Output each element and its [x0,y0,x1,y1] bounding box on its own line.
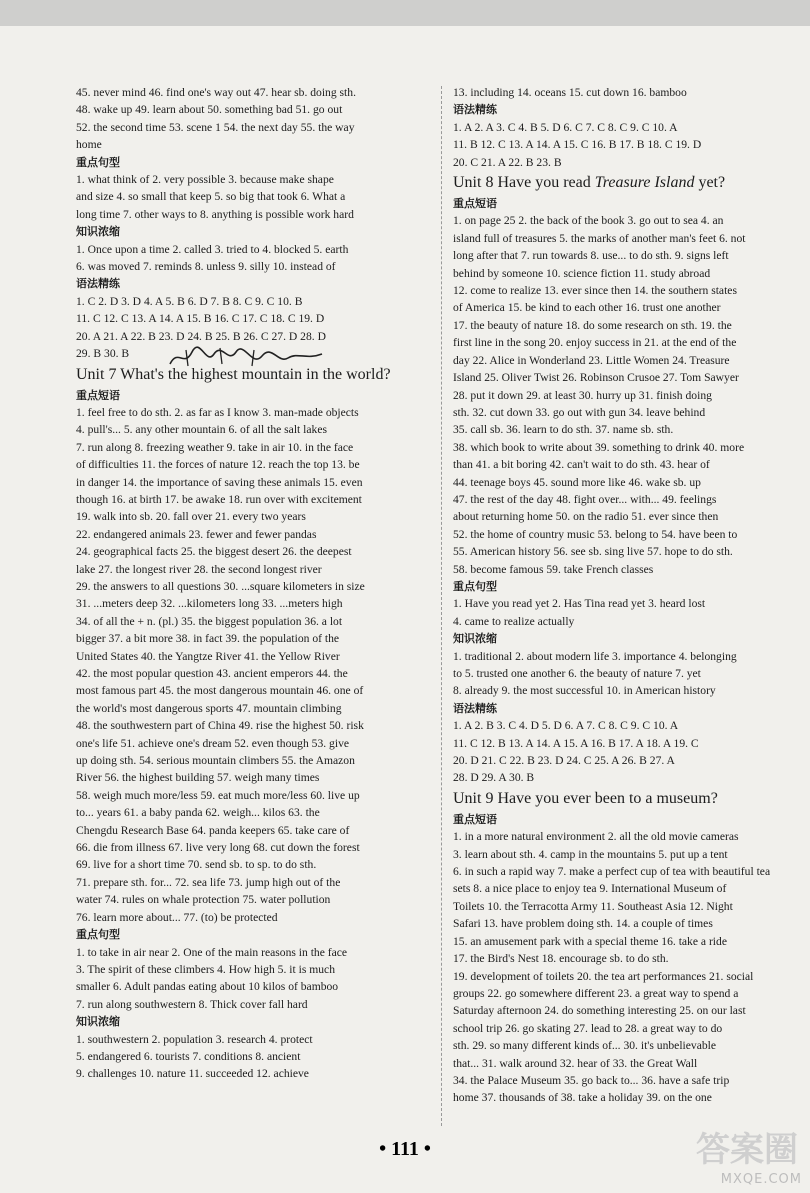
section-header-knowledge-2: 知识浓缩 [76,1015,120,1029]
answer-line: 6. in such a rapid way 7. make a perfect cup of tea with beautiful tea [453,865,771,879]
answer-line: that... 31. walk around 32. hear of 33. the Great Wall [453,1056,698,1070]
answer-line: 13. including 14. oceans 15. cut down 16. bamboo [453,86,687,99]
answer-line: island full of treasures 5. the marks of another man's feet 6. not [453,231,746,245]
answer-line: 76. learn more about... 77. (to) be protected [76,910,278,924]
answer-line: home 37. thousands of 38. take a holiday 39. on the one [453,1091,712,1105]
answer-line: 3. The spirit of these climbers 4. How high 5. it is much [76,962,336,976]
answer-line: 1. southwestern 2. population 3. research 4. protect [76,1032,313,1046]
section-header-key-sentences: 重点句型 [76,155,120,169]
answer-line: 48. wake up 49. learn about 50. something bad 51. go out [76,103,343,117]
answer-line: 11. C 12. B 13. A 14. A 15. A 16. B 17. A 18. A 19. C [453,736,699,750]
answer-line: 34. of all the + n. (pl.) 35. the biggest population 36. a lot [76,614,343,628]
answer-line: 9. challenges 10. nature 11. succeeded 12. achieve [76,1067,309,1081]
answer-line: 69. live for a short time 70. send sb. to sp. to do sth. [76,858,317,872]
answer-line: 7. run along 8. freezing weather 9. take in air 10. in the face [76,440,354,454]
page-number: • 111 • [379,1138,431,1160]
answer-line: 19. development of toilets 20. the tea art performances 21. social [453,969,754,983]
section-header-key-phrases-r: 重点短语 [453,197,497,211]
answer-line: 20. D 21. C 22. B 23. D 24. C 25. A 26. B 27. A [453,754,675,768]
answer-line: 1. C 2. D 3. D 4. A 5. B 6. D 7. B 8. C 9. C 10. B [76,294,303,308]
answer-line: to 5. trusted one another 6. the beauty of nature 7. yet [453,667,701,680]
answer-line: 38. which book to write about 39. something to drink 40. more [453,440,745,454]
answer-line: groups 22. go somewhere different 23. a great way to spend a [453,986,739,1000]
answer-line: 4. pull's... 5. any other mountain 6. of all the salt lakes [76,423,327,437]
answer-line: 11. C 12. C 13. A 14. A 15. B 16. C 17. C 18. C 19. D [76,312,325,326]
unit8-knowledge [453,648,807,700]
answer-line: most famous part 45. the most dangerous mountain 46. one of [76,684,364,698]
answer-line: 52. the second time 53. scene 1 54. the next day 55. the way [76,120,355,134]
answer-line: 28. D 29. A 30. B [453,771,535,785]
unit7-key-sentences [76,944,430,1014]
answer-line: 1. feel free to do sth. 2. as far as I know 3. man-made objects [76,405,359,419]
answer-line: 24. geographical facts 25. the biggest desert 26. the deepest [76,545,352,559]
answer-line: 1. A 2. A 3. C 4. B 5. D 6. C 7. C 8. C 9. C 10. A [453,120,678,134]
answer-line: Saturday afternoon 24. do something interesting 25. on our last [453,1004,746,1018]
top-margin-band [0,0,810,26]
answer-line: about returning home 50. on the radio 51. ever since then [453,510,719,524]
answer-line: 5. endangered 6. tourists 7. conditions 8. ancient [76,1049,301,1063]
answer-line: United States 40. the Yangtze River 41. the Yellow River [76,649,340,663]
answer-line: River 56. the highest building 57. weigh many times [76,771,320,785]
section-header-key-sentences-2: 重点句型 [76,928,120,942]
answer-line: sth. 32. cut down 33. go out with gun 34. leave behind [453,405,706,419]
unit9-title: Unit 9 Have you ever been to a museum? [453,789,718,807]
handwritten-scribble [166,344,326,372]
answer-line: 34. the Palace Museum 35. go back to... 36. have a safe trip [453,1073,730,1087]
answer-line: sth. 29. so many different kinds of... 30. it's unbelievable [453,1039,717,1053]
answer-line: the world's most dangerous sports 47. mountain climbing [76,701,342,715]
answer-line: 52. the home of country music 53. belong to 54. have been to [453,527,738,541]
answer-line: 1. traditional 2. about modern life 3. importance 4. belonging [453,649,737,663]
unit6-phrases-continued [76,84,430,154]
answer-line: Island 25. Oliver Twist 26. Robinson Crusoe 27. Tom Sawyer [453,371,739,385]
answer-line: first line in the song 20. enjoy success in 21. at the end of the [453,336,737,350]
answer-line: 1. Have you read yet 2. Has Tina read yet 3. heard lost [453,597,706,611]
section-header-grammar-r: 语法精练 [453,103,497,117]
answer-line: one's life 51. achieve one's dream 52. even though 53. give [76,736,350,750]
answer-line: school trip 26. go skating 27. lead to 28. a great way to do [453,1021,723,1035]
section-header-key-phrases-r2: 重点短语 [453,812,497,826]
section-header-key-sentences-r: 重点句型 [453,579,497,593]
unit7-key-phrases [76,404,430,926]
answer-line: 22. endangered animals 23. fewer and fewer pandas [76,527,317,541]
answer-line: 3. learn about sth. 4. camp in the mountains 5. put up a tent [453,847,728,861]
answer-line: 15. an amusement park with a special theme 16. take a ride [453,934,727,948]
section-header-grammar: 语法精练 [76,277,120,291]
watermark-url: MXQE.COM [720,1172,802,1187]
answer-line: 1. what think of 2. very possible 3. because make shape [76,173,334,187]
answer-line: long after that 7. run towards 8. use... to do sth. 9. signs left [453,249,729,263]
answer-line: lake 27. the longest river 28. the second longest river [76,562,322,576]
answer-line: behind by someone 10. science fiction 11. study abroad [453,266,711,280]
answer-line: Toilets 10. the Terracotta Army 11. Southeast Asia 12. Night [453,899,733,913]
answer-line: Safari 13. have problem doing sth. 14. a couple of times [453,917,713,931]
answer-line: 7. run along southwestern 8. Thick cover fall hard [76,997,308,1011]
answer-line: 17. the Bird's Nest 18. encourage sb. to do sth. [453,952,669,966]
answer-line: water 74. rules on whale protection 75. water pollution [76,893,331,907]
answer-line: 66. die from illness 67. live very long 68. cut down the forest [76,841,360,855]
answer-line: 55. American history 56. see sb. sing live 57. hope to do sth. [453,545,733,559]
answer-line: 58. become famous 59. take French classes [453,562,654,576]
answer-line: 1. to take in air near 2. One of the main reasons in the face [76,945,348,959]
unit7-knowledge [76,1031,430,1083]
answer-line: 1. Once upon a time 2. called 3. tried to 4. blocked 5. earth [76,242,349,256]
answer-line: 8. already 9. the most successful 10. in American history [453,684,716,698]
answer-line: 28. put it down 29. at least 30. hurry up 31. finish doing [453,388,712,402]
answer-line: 35. call sb. 36. learn to do sth. 37. name sb. sth. [453,423,674,437]
answer-line: 6. was moved 7. reminds 8. unless 9. silly 10. instead of [76,260,336,274]
answer-line: Chengdu Research Base 64. panda keepers 65. take care of [76,823,350,837]
answer-line: 4. came to realize actually [453,614,575,628]
answer-line: up doing sth. 54. serious mountain climbers 55. the Amazon [76,754,355,768]
unit8-key-sentences [453,595,807,630]
answer-line: and size 4. so small that keep 5. so big that took 6. What a [76,190,346,204]
answer-line: 44. teenage boys 45. sound more like 46. wake sb. up [453,475,701,489]
right-column [453,84,807,1107]
answer-line: 58. weigh much more/less 59. eat much more/less 60. live up [76,788,360,802]
answer-line: 1. on page 25 2. the back of the book 3. go out to sea 4. an [453,214,724,228]
answer-line: 42. the most popular question 43. ancient emperors 44. the [76,667,348,680]
answer-line: to... years 61. a baby panda 62. weigh... kilos 63. the [76,806,320,820]
answer-line: bigger 37. a bit more 38. in fact 39. the population of the [76,632,340,646]
answer-line: 47. the rest of the day 48. fight over... with... 49. feelings [453,492,717,506]
answer-line: 29. the answers to all questions 30. ...square kilometers in size [76,579,365,593]
unit7-grammar [453,119,807,171]
answer-line: 20. C 21. A 22. B 23. B [453,155,562,169]
answer-line: 31. ...meters deep 32. ...kilometers long 33. ...meters high [76,597,343,611]
unit6-knowledge [76,241,430,276]
answer-line: sets 8. a nice place to enjoy tea 9. International Museum of [453,882,727,896]
answer-line: 19. walk into sb. 20. fall over 21. every two years [76,510,306,524]
answer-line: 1. in a more natural environment 2. all the old movie cameras [453,830,739,844]
answer-line: 20. A 21. A 22. B 23. D 24. B 25. B 26. C 27. D 28. D [76,329,326,343]
answer-line: long time 7. other ways to 8. anything is possible work hard [76,207,354,221]
answer-line: day 22. Alice in Wonderland 23. Little Women 24. Treasure [453,353,730,367]
answer-line: smaller 6. Adult pandas eating about 10 kilos of bamboo [76,980,339,994]
watermark-logo: 答案圈 [696,1130,798,1170]
answer-line: 11. B 12. C 13. A 14. A 15. C 16. B 17. B 18. C 19. D [453,138,702,152]
answer-line: 29. B 30. B [76,347,130,361]
answer-line: in danger 14. the importance of saving these animals 15. even [76,475,363,489]
answer-line: than 41. a bit boring 42. can't wait to do sth. 43. hear of [453,458,710,472]
unit8-title: Unit 8 Have you read Treasure Island yet? [453,174,726,192]
answer-line: of America 15. be kind to each other 16. trust one another [453,301,721,315]
unit7-title: Unit 7 What's the highest mountain in the world? [76,365,391,383]
unit9-key-phrases [453,828,807,1107]
unit8-grammar [453,717,807,787]
unit6-key-sentences [76,171,430,223]
answer-line: 12. come to realize 13. ever since then 14. the southern states [453,284,737,298]
section-header-key-phrases: 重点短语 [76,388,120,402]
unit8-key-phrases [453,212,807,578]
answer-line: though 16. at birth 17. be awake 18. run over with excitement [76,492,362,506]
column-divider [441,86,443,1126]
answer-line: home [76,138,102,152]
section-header-knowledge-r: 知识浓缩 [453,632,497,646]
answer-line: of difficulties 11. the forces of nature 12. reach the top 13. be [76,458,360,472]
left-column [76,84,430,1083]
answer-line: 48. the southwestern part of China 49. rise the highest 50. risk [76,719,364,733]
unit7-knowledge-continued [453,84,807,101]
section-header-grammar-r2: 语法精练 [453,701,497,715]
answer-line: 71. prepare sth. for... 72. sea life 73. jump high out of the [76,875,341,889]
answer-line: 1. A 2. B 3. C 4. D 5. D 6. A 7. C 8. C 9. C 10. A [453,719,679,733]
answer-line: 45. never mind 46. find one's way out 47. hear sb. doing sth. [76,86,356,99]
answer-line: 17. the beauty of nature 18. do some research on sth. 19. the [453,318,732,332]
section-header-knowledge: 知识浓缩 [76,225,120,239]
